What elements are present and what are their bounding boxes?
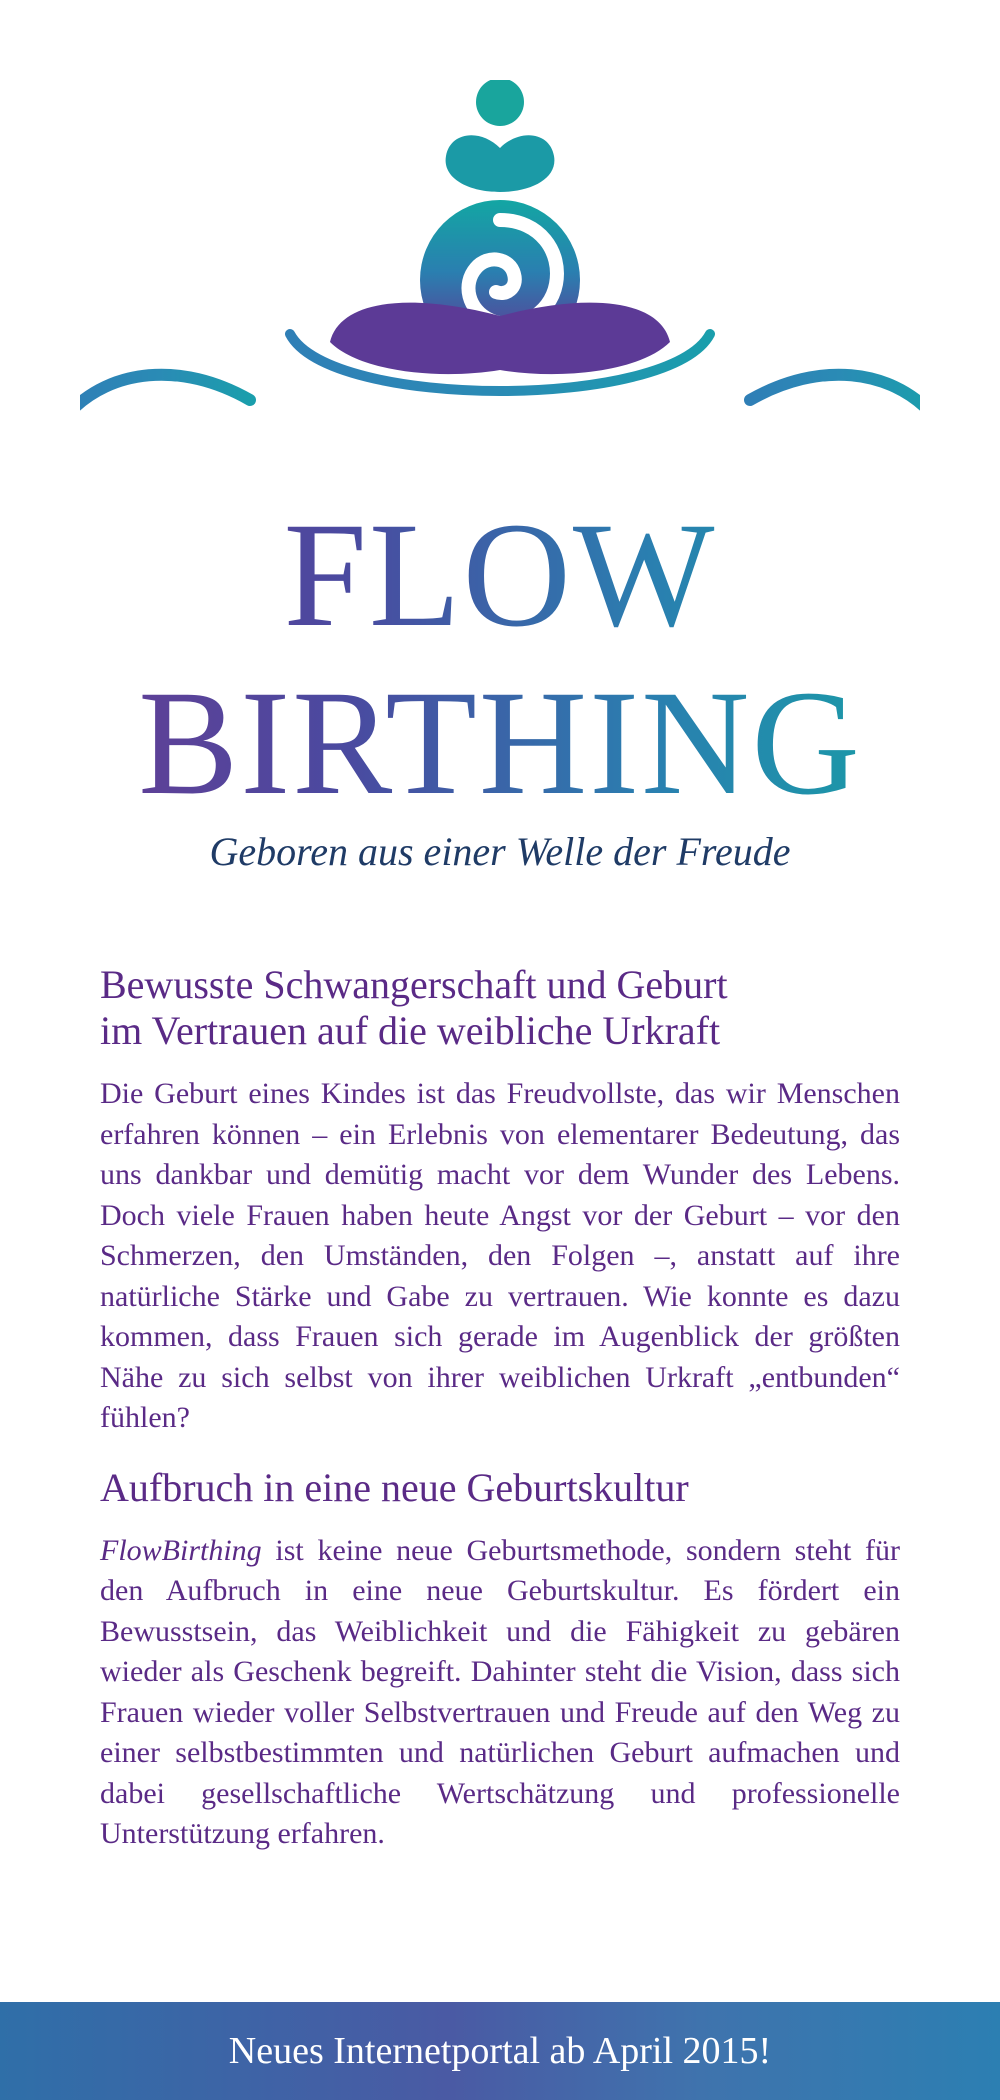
brand-title-birthing: BIRTHING xyxy=(0,668,1000,818)
section1-paragraph: Die Geburt eines Kindes ist das Freudvollste, das wir Menschen erfahren können – ein Erlebnis von elementarer Bedeutung, das uns dankbar und demütig macht vor dem Wunder des Lebens. Doch viele Frauen haben heute Angst vor der Geburt – vor den Schmerzen, den Umständen, den Folgen –, anstatt auf ihre natürliche Stärke und Gabe zu vertrauen. Wie konnte es dazu kommen, dass Frauen sich gerade im Augenblick der größten Nähe zu sich selbst von ihrer weiblichen Urkraft „entbunden“ fühlen? xyxy=(100,1077,900,1434)
main-content xyxy=(100,962,900,1855)
section1-heading-line2: im Vertrauen auf die weibliche Urkraft xyxy=(100,1008,721,1053)
footer-announcement: Neues Internetportal ab April 2015! xyxy=(228,2030,772,2072)
section1-heading xyxy=(100,962,900,1054)
brand-tagline: Geboren aus einer Welle der Freude xyxy=(209,829,791,874)
brand-title-flow: FLOW xyxy=(0,500,1000,650)
section2-paragraph-text: ist keine neue Geburtsmethode, sondern steht für den Aufbruch in eine neue Geburtskultur. Es fördert ein Bewusstsein, das Weiblichkeit und die Fähigkeit zu gebären wieder als Geschenk begreift. Dahinter steht die Vision, dass sich Frauen wieder voller Selbstvertrauen und Freude auf den Weg zu einer selbstbestimmten und natürlichen Geburt aufmachen und dabei gesellschaftliche Wertschätzung und professionelle Unterstützung erfahren. xyxy=(100,1533,900,1850)
footer-banner xyxy=(0,2002,1000,2100)
section1-heading-line1: Bewusste Schwangerschaft und Geburt xyxy=(100,962,728,1007)
section2-heading: Aufbruch in eine neue Geburtskultur xyxy=(100,1464,689,1510)
flowbirthing-logo-icon xyxy=(80,80,920,470)
section2-paragraph xyxy=(100,1531,900,1855)
section2-lead-term: FlowBirthing xyxy=(100,1533,262,1567)
